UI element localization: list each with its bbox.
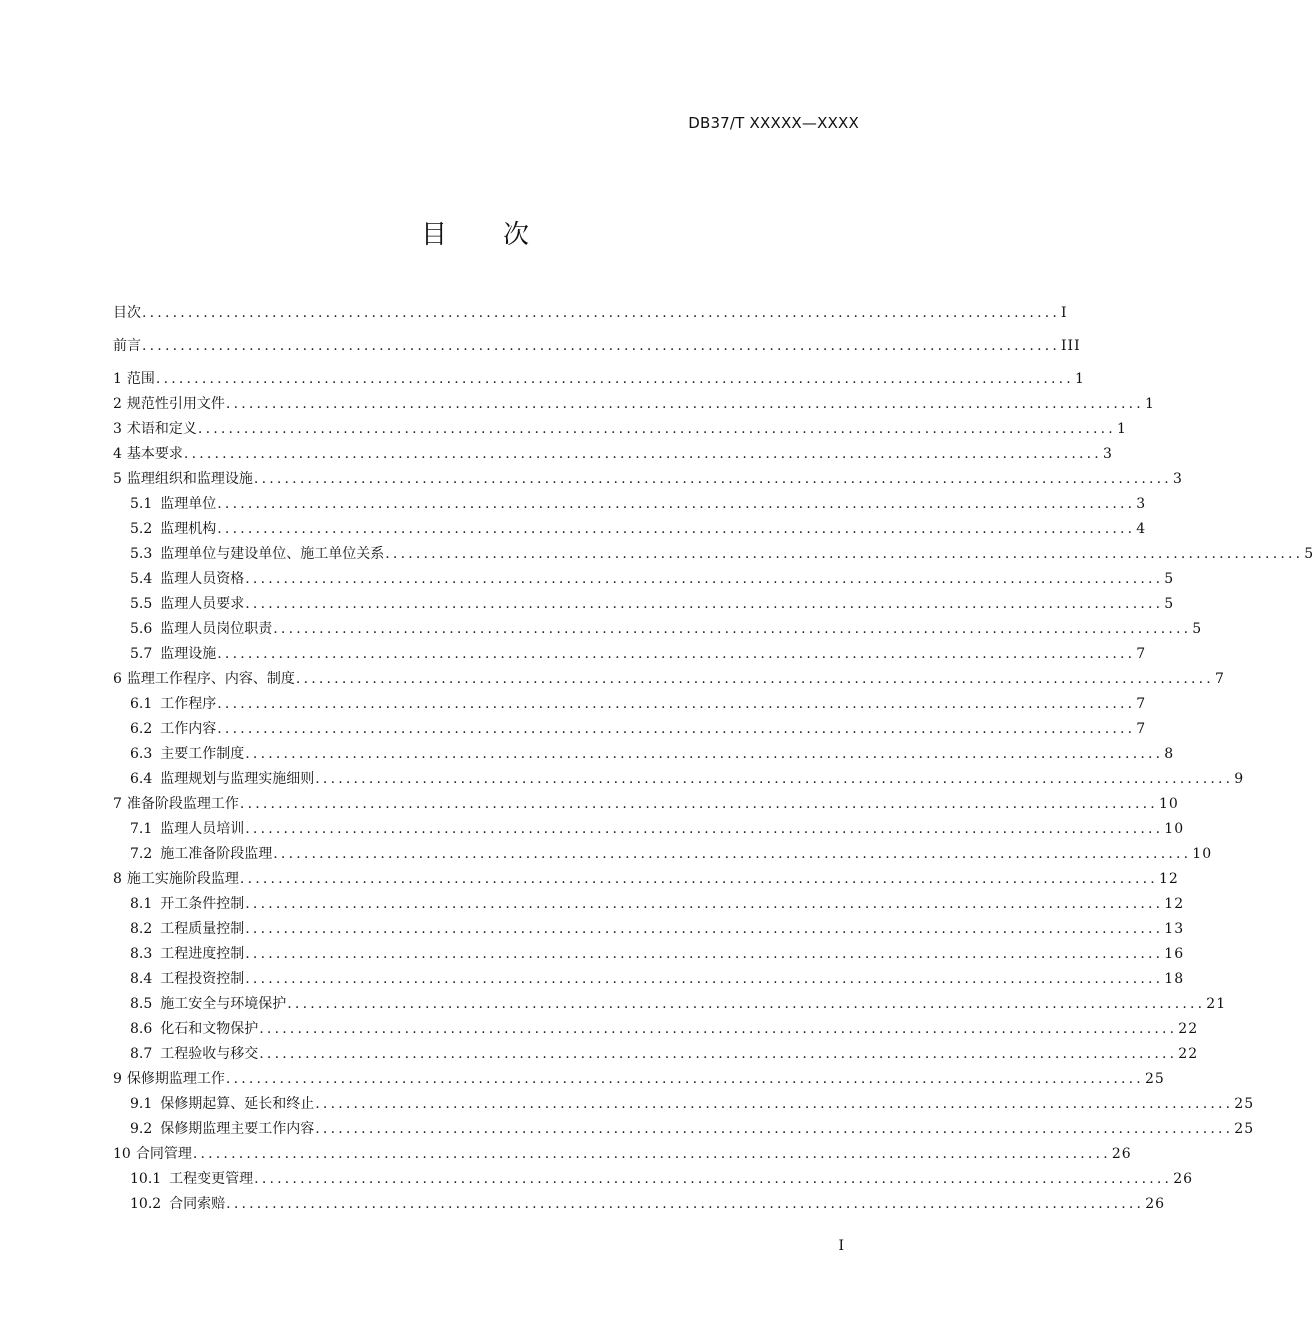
toc-entry[interactable] (113, 492, 1147, 517)
toc-entry-number: 6 (113, 671, 122, 687)
dot-leader: ........................................................................................................................ (217, 496, 1136, 512)
toc-entry-label: 化石和文物保护 (160, 1021, 259, 1037)
toc-entry[interactable] (113, 792, 1179, 817)
toc-entry-label: 监理单位与建设单位、施工单位关系 (160, 546, 385, 562)
toc-entry-label: 工作程序 (160, 696, 217, 712)
dot-leader: ........................................................................................................................ (287, 996, 1206, 1012)
toc-entry-label: 工程进度控制 (160, 946, 245, 962)
toc-title-char-1: 目 (420, 220, 447, 250)
toc-entry[interactable] (113, 667, 1225, 692)
toc-entry-page: 10 (1158, 796, 1179, 812)
toc-entry-page: 12 (1164, 896, 1185, 912)
toc-entry-label: 施工实施阶段监理 (126, 871, 239, 887)
toc-entry[interactable] (113, 1017, 1199, 1042)
toc-entry[interactable] (113, 367, 1085, 392)
toc-entry-label: 工程验收与移交 (160, 1046, 259, 1062)
dot-leader: ........................................................................................................................ (142, 305, 1061, 321)
toc-entry-number: 3 (113, 421, 122, 437)
toc-entry-number: 6.2 (130, 721, 153, 737)
dot-leader: ........................................................................................................................ (254, 1171, 1173, 1187)
table-of-contents (113, 301, 1314, 1217)
toc-entry-page: III (1061, 338, 1081, 354)
dot-leader: ........................................................................................................................ (295, 671, 1214, 687)
toc-entry[interactable] (113, 967, 1185, 992)
toc-entry-label: 保修期起算、延长和终止 (160, 1096, 315, 1112)
toc-entry-page: 7 (1136, 646, 1147, 662)
toc-entry-page: 26 (1173, 1171, 1194, 1187)
toc-entry[interactable] (113, 442, 1113, 467)
toc-entry[interactable] (113, 301, 1068, 326)
dot-leader: ........................................................................................................................ (217, 646, 1136, 662)
toc-entry-page: 25 (1234, 1096, 1255, 1112)
toc-entry-page: 25 (1234, 1121, 1255, 1137)
toc-entry-page: 21 (1206, 996, 1227, 1012)
dot-leader: ........................................................................................................................ (315, 1121, 1234, 1137)
toc-entry-label: 工程投资控制 (160, 971, 245, 987)
toc-entry-page: 26 (1145, 1196, 1166, 1212)
toc-entry-page: I (1061, 305, 1068, 321)
toc-title (0, 214, 950, 251)
dot-leader: ........................................................................................................................ (315, 1096, 1234, 1112)
toc-entry-label: 合同索赔 (169, 1196, 226, 1212)
dot-leader: ........................................................................................................................ (253, 471, 1172, 487)
toc-entry-number: 5 (113, 471, 122, 487)
toc-entry[interactable] (113, 867, 1179, 892)
toc-entry-label: 监理工作程序、内容、制度 (126, 671, 295, 687)
toc-entry-number: 8.2 (130, 921, 153, 937)
toc-entry[interactable] (113, 517, 1147, 542)
toc-entry-label: 监理组织和监理设施 (126, 471, 253, 487)
toc-entry-page: 1 (1144, 396, 1155, 412)
dot-leader: ........................................................................................................................ (155, 371, 1074, 387)
dot-leader: ........................................................................................................................ (217, 721, 1136, 737)
toc-entry-label: 基本要求 (126, 446, 183, 462)
toc-entry[interactable] (113, 1092, 1255, 1117)
toc-entry-page: 3 (1172, 471, 1183, 487)
toc-entry-page: 10 (1164, 821, 1185, 837)
toc-entry-number: 2 (113, 396, 122, 412)
dot-leader: ........................................................................................................................ (245, 921, 1164, 937)
dot-leader: ........................................................................................................................ (239, 796, 1158, 812)
toc-entry-label: 监理单位 (160, 496, 217, 512)
toc-entry[interactable] (113, 567, 1175, 592)
toc-entry[interactable] (113, 892, 1185, 917)
dot-leader: ........................................................................................................................ (385, 546, 1304, 562)
toc-entry-page: 1 (1074, 371, 1085, 387)
toc-entry[interactable] (113, 817, 1185, 842)
toc-entry-page: 16 (1164, 946, 1185, 962)
toc-entry-label: 准备阶段监理工作 (126, 796, 239, 812)
toc-entry-label: 监理人员培训 (160, 821, 245, 837)
toc-entry-page: 22 (1178, 1046, 1199, 1062)
toc-entry-number: 6.1 (130, 696, 153, 712)
toc-entry-number: 7.2 (130, 846, 153, 862)
dot-leader: ........................................................................................................................ (226, 1196, 1145, 1212)
toc-entry-label: 监理机构 (160, 521, 217, 537)
toc-entry-label: 合同管理 (135, 1146, 192, 1162)
toc-entry-number: 5.2 (130, 521, 153, 537)
dot-leader: ........................................................................................................................ (217, 696, 1136, 712)
dot-leader: ........................................................................................................................ (183, 446, 1102, 462)
toc-entry-number: 1 (113, 371, 122, 387)
toc-entry[interactable] (113, 692, 1147, 717)
toc-entry-number: 5.7 (130, 646, 153, 662)
toc-entry[interactable] (113, 767, 1245, 792)
toc-entry-number: 9 (113, 1071, 122, 1087)
toc-entry-page: 26 (1111, 1146, 1132, 1162)
toc-entry-page: 18 (1164, 971, 1185, 987)
toc-entry-label: 保修期监理工作 (126, 1071, 225, 1087)
toc-entry-number: 10 (113, 1146, 131, 1162)
dot-leader: ........................................................................................................................ (245, 571, 1164, 587)
toc-entry-number: 8.3 (130, 946, 153, 962)
toc-entry-number: 5.3 (130, 546, 153, 562)
toc-entry-page: 7 (1136, 696, 1147, 712)
toc-entry[interactable] (113, 334, 1081, 359)
toc-entry[interactable] (113, 617, 1203, 642)
dot-leader: ........................................................................................................................ (192, 1146, 1111, 1162)
toc-entry-label: 开工条件控制 (160, 896, 245, 912)
toc-entry-number: 7.1 (130, 821, 153, 837)
toc-entry-number: 5.1 (130, 496, 153, 512)
toc-entry-label: 范围 (126, 371, 155, 387)
toc-entry[interactable] (113, 742, 1175, 767)
toc-entry[interactable] (113, 1067, 1165, 1092)
toc-title-char-2: 次 (503, 220, 530, 250)
toc-entry-number: 5.5 (130, 596, 153, 612)
dot-leader: ........................................................................................................................ (259, 1021, 1178, 1037)
toc-entry[interactable] (113, 717, 1147, 742)
document-code: DB37/T XXXXX—XXXX (688, 114, 859, 132)
toc-entry-label: 主要工作制度 (160, 746, 245, 762)
toc-entry-page: 3 (1136, 496, 1147, 512)
toc-entry-number: 5.4 (130, 571, 153, 587)
toc-entry[interactable] (113, 942, 1185, 967)
toc-entry-page: 5 (1164, 571, 1175, 587)
toc-entry-label: 前言 (113, 338, 141, 354)
toc-entry-page: 10 (1192, 846, 1213, 862)
toc-entry[interactable] (113, 1142, 1132, 1167)
toc-entry[interactable] (113, 467, 1183, 492)
toc-entry-number: 5.6 (130, 621, 153, 637)
toc-entry-label: 监理规划与监理实施细则 (160, 771, 315, 787)
toc-entry-number: 6.4 (130, 771, 153, 787)
toc-entry[interactable] (113, 992, 1227, 1017)
toc-entry-label: 术语和定义 (126, 421, 197, 437)
toc-entry-page: 5 (1164, 596, 1175, 612)
dot-leader: ........................................................................................................................ (245, 746, 1164, 762)
toc-entry-page: 9 (1234, 771, 1245, 787)
dot-leader: ........................................................................................................................ (315, 771, 1234, 787)
toc-entry-label: 保修期监理主要工作内容 (160, 1121, 315, 1137)
toc-entry-number: 8.6 (130, 1021, 153, 1037)
toc-entry[interactable] (113, 1117, 1255, 1142)
toc-entry-label: 目次 (113, 305, 141, 321)
toc-entry-number: 8.5 (130, 996, 153, 1012)
dot-leader: ........................................................................................................................ (259, 1046, 1178, 1062)
toc-entry-page: 8 (1164, 746, 1175, 762)
toc-entry[interactable] (113, 642, 1147, 667)
dot-leader: ........................................................................................................................ (273, 621, 1192, 637)
toc-entry[interactable] (113, 842, 1213, 867)
toc-entry-number: 8.4 (130, 971, 153, 987)
dot-leader: ........................................................................................................................ (217, 521, 1136, 537)
toc-entry-page: 4 (1136, 521, 1147, 537)
toc-entry-label: 工作内容 (160, 721, 217, 737)
page-number: I (838, 1238, 844, 1254)
toc-entry-page: 7 (1214, 671, 1225, 687)
toc-entry-label: 施工安全与环境保护 (160, 996, 287, 1012)
toc-entry-page: 12 (1158, 871, 1179, 887)
toc-entry-page: 22 (1178, 1021, 1199, 1037)
toc-entry[interactable] (113, 1167, 1194, 1192)
toc-entry-page: 3 (1102, 446, 1113, 462)
toc-entry-number: 8.7 (130, 1046, 153, 1062)
toc-entry[interactable] (113, 1042, 1199, 1067)
toc-entry-label: 工程变更管理 (169, 1171, 254, 1187)
dot-leader: ........................................................................................................................ (197, 421, 1116, 437)
toc-entry-number: 8 (113, 871, 122, 887)
dot-leader: ........................................................................................................................ (225, 1071, 1144, 1087)
toc-entry-label: 监理人员岗位职责 (160, 621, 273, 637)
toc-entry-number: 10.1 (130, 1171, 162, 1187)
toc-entry-label: 监理设施 (160, 646, 217, 662)
toc-entry[interactable] (113, 417, 1127, 442)
toc-entry-label: 施工准备阶段监理 (160, 846, 273, 862)
toc-entry-page: 5 (1304, 546, 1314, 562)
toc-entry[interactable] (113, 1192, 1166, 1217)
toc-entry-number: 6.3 (130, 746, 153, 762)
dot-leader: ........................................................................................................................ (245, 971, 1164, 987)
toc-entry-number: 9.2 (130, 1121, 153, 1137)
toc-entry-number: 7 (113, 796, 122, 812)
dot-leader: ........................................................................................................................ (245, 821, 1164, 837)
dot-leader: ........................................................................................................................ (245, 946, 1164, 962)
toc-entry-page: 7 (1136, 721, 1147, 737)
dot-leader: ........................................................................................................................ (225, 396, 1144, 412)
toc-entry-page: 13 (1164, 921, 1185, 937)
dot-leader: ........................................................................................................................ (142, 338, 1061, 354)
toc-entry[interactable] (113, 917, 1185, 942)
toc-entry[interactable] (113, 542, 1314, 567)
dot-leader: ........................................................................................................................ (273, 846, 1192, 862)
toc-entry-number: 10.2 (130, 1196, 162, 1212)
dot-leader: ........................................................................................................................ (239, 871, 1158, 887)
toc-entry-page: 1 (1116, 421, 1127, 437)
dot-leader: ........................................................................................................................ (245, 596, 1164, 612)
dot-leader: ........................................................................................................................ (245, 896, 1164, 912)
toc-entry-number: 4 (113, 446, 122, 462)
toc-entry-number: 8.1 (130, 896, 153, 912)
toc-entry-page: 5 (1192, 621, 1203, 637)
toc-entry-number: 9.1 (130, 1096, 153, 1112)
toc-entry-label: 监理人员资格 (160, 571, 245, 587)
toc-entry-label: 工程质量控制 (160, 921, 245, 937)
toc-entry-page: 25 (1144, 1071, 1165, 1087)
toc-entry[interactable] (113, 392, 1155, 417)
toc-entry[interactable] (113, 592, 1175, 617)
toc-entry-label: 监理人员要求 (160, 596, 245, 612)
toc-entry-label: 规范性引用文件 (126, 396, 225, 412)
